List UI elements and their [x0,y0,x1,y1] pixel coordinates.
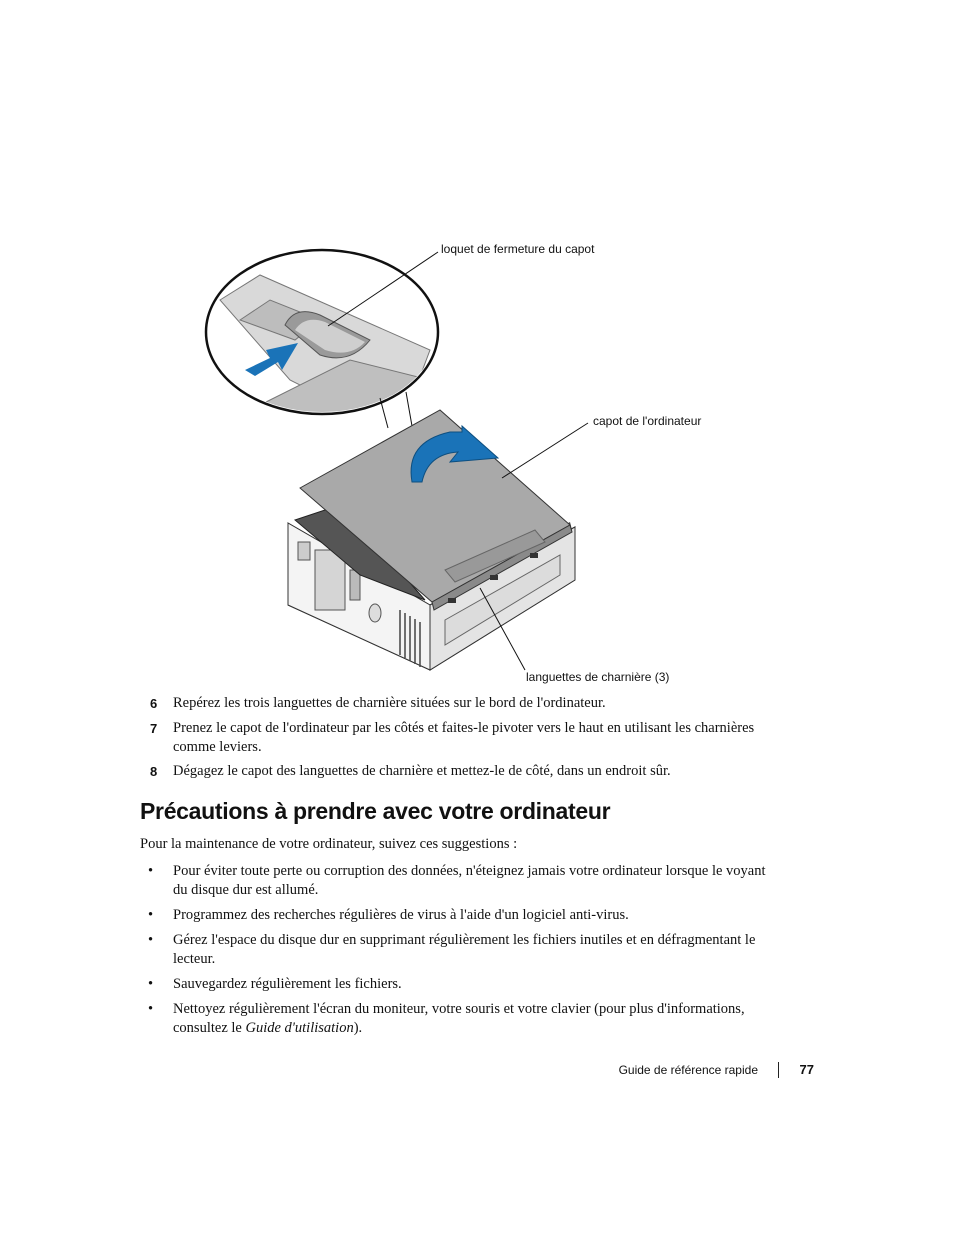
list-item-text: Pour éviter toute perte ou corruption des données, n'éteignez jamais votre ordinateur lorsque le voyant du disque dur est allumé. [173,863,766,898]
step-7 [150,719,770,757]
bullet-icon: • [148,907,154,923]
list-item [148,906,768,925]
latch-callout: loquet de fermeture du capot [441,242,595,256]
list-item [148,1000,768,1038]
latch-zoom-circle [206,250,438,430]
list-item-text: Gérez l'espace du disque dur en supprimant régulièrement les fichiers inutiles et en défragmentant le lecteur. [173,932,756,967]
step-text: Repérez les trois languettes de charnière situées sur le bord de l'ordinateur. [173,695,606,711]
list-item-text-end: ). [353,1020,363,1036]
list-item [148,862,768,900]
step-number: 6 [150,696,158,711]
list-item-text-start: Nettoyez régulièrement l'écran du moniteur, votre souris et votre clavier (pour plus d'informations, consultez le [173,1001,745,1036]
step-6 [150,694,770,713]
cover-callout: capot de l'ordinateur [593,414,702,428]
computer-cover-illustration [200,230,740,700]
step-number: 8 [150,764,158,779]
footer-title: Guide de référence rapide [618,1063,758,1077]
section-heading: Précautions à prendre avec votre ordinateur [140,798,611,824]
list-item [148,931,768,969]
cover-removal-diagram [200,230,740,700]
list-item-text: Sauvegardez régulièrement les fichiers. [173,976,402,992]
bullet-icon: • [148,932,154,948]
footer-divider [778,1062,779,1078]
bullet-icon: • [148,863,154,879]
bullet-icon: • [148,1001,154,1017]
page-footer [560,1062,820,1082]
step-number: 7 [150,721,158,736]
page-number: 77 [799,1062,814,1077]
section-intro: Pour la maintenance de votre ordinateur, suivez ces suggestions : [140,836,518,852]
list-item-text [173,1000,768,1038]
bullet-icon: • [148,976,154,992]
step-text: Prenez le capot de l'ordinateur par les côtés et faites-le pivoter vers le haut en utilisant les charnières comme leviers. [173,720,755,755]
step-8 [150,762,770,781]
hinge-callout: languettes de charnière (3) [526,670,670,684]
cover-leader-line [502,423,588,478]
list-item-text: Programmez des recherches régulières de virus à l'aide d'un logiciel anti-virus. [173,907,629,923]
step-text: Dégagez le capot des languettes de charnière et mettez-le de côté, dans un endroit sûr. [173,763,671,779]
list-item [148,975,768,994]
guide-reference: Guide d'utilisation [245,1020,354,1036]
